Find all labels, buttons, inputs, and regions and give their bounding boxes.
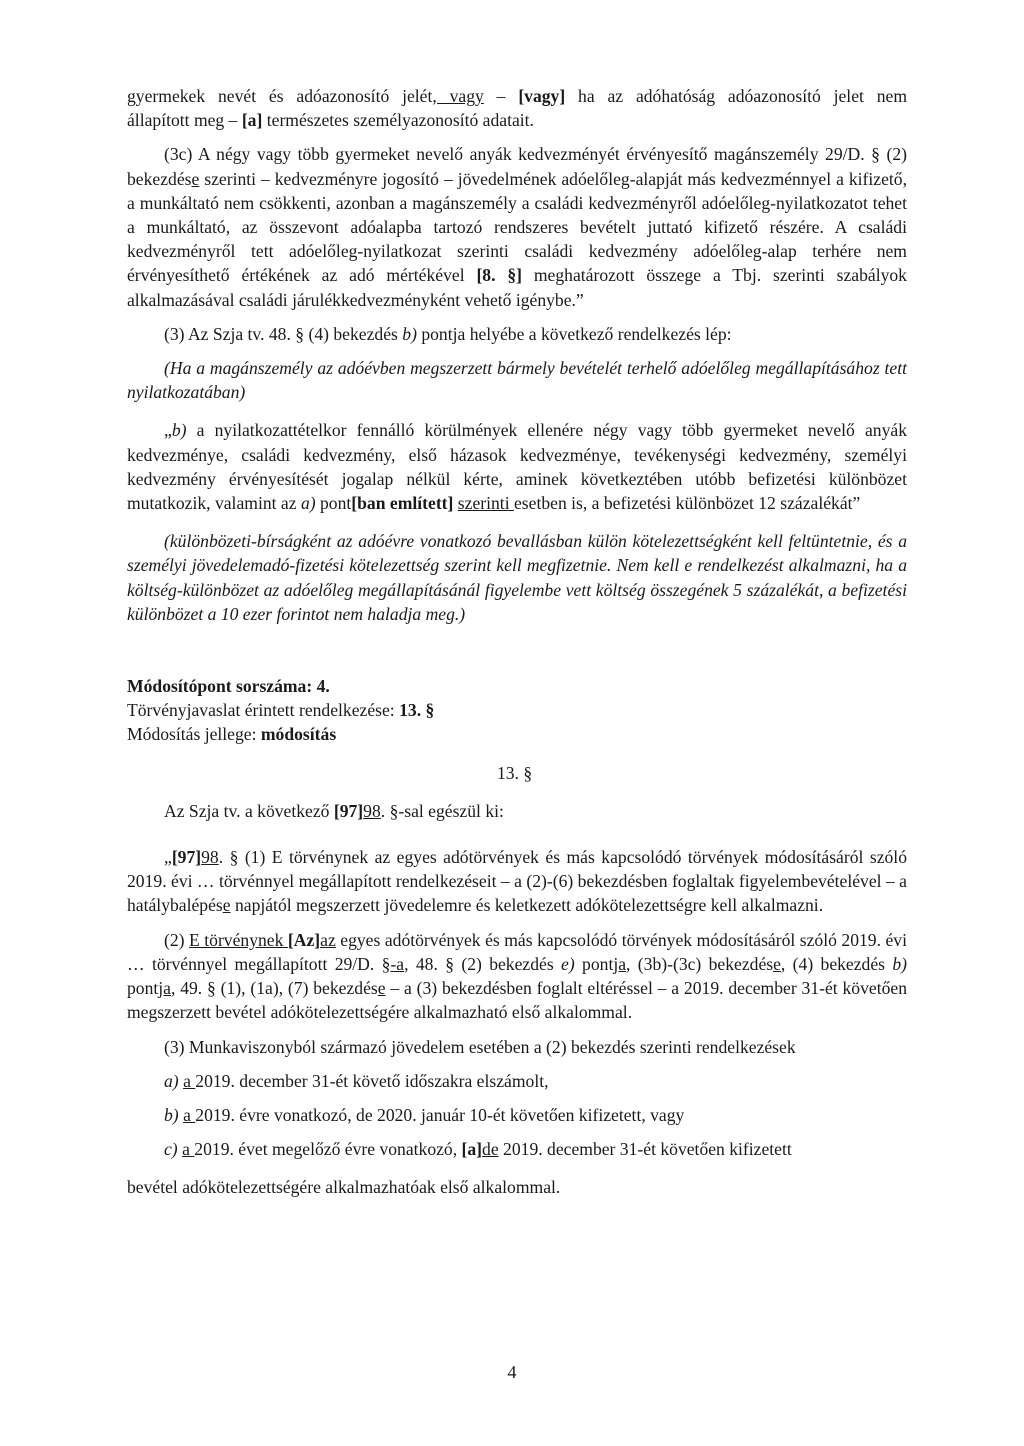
list-item-c [127,1137,907,1161]
paragraph-section-3 [127,322,907,346]
paragraph-closing: bevétel adókötelezettségére alkalmazhatóak első alkalommal. [127,1177,561,1198]
italic-closing-paragraph: (különbözeti-bírságként az adóévre vonatkozó bevallásban külön kötelezettségként kell feltüntetnie, és a személyi jövedelemadó-fizetési kötelezettség szerint kell megfizetnie. Nem kell e rendelkezést alkalmazni, ha a költség-különbözet az adóelőleg megállapításánál figyelembe vett költség összegének 5 százalékát, a befizetési különbözet a 10 ezer forintot nem haladja meg.) [127,531,907,624]
inserted-text: e [191,168,200,189]
italic-text: b) [164,1104,179,1125]
deleted-text: [a] [241,110,263,131]
paragraph-continuation-line-2 [127,108,907,132]
text-run: , 49. § (1), (1a), (7) bekezdés [170,978,378,999]
list-item-a [127,1069,907,1093]
deleted-text: [ban említett] [351,493,454,514]
amendment-heading [127,674,907,747]
inserted-text: 98 [201,847,219,868]
paragraph-section-3-intro: (3) Munkaviszonyból származó jövedelem esetében a (2) bekezdés szerinti rendelkezések [164,1036,796,1057]
text-run: a nyilatkozattételkor fennálló körülmények ellenére négy vagy több gyermeket nevelő anyák kedvezménye, családi kedvezmény, első házasok kedvezménye, tevékenységi kedvezmény, személyi kedvezmény érvényesítését jogalap nélkül kérte, aminek következtében utóbb befizetési különbözet mutatkozik, valamint az [127,420,907,514]
paragraph-continuation-line-1 [127,84,907,108]
inserted-text: de [482,1139,499,1160]
text-run: (3) Az Szja tv. 48. § (4) bekezdés [164,323,403,344]
deleted-text: [97] [171,847,202,868]
inserted-text: e [377,978,386,999]
text-run: 2019. évet megelőző évre vonatkozó, [194,1139,462,1160]
inserted-text: a [183,1070,196,1091]
inserted-text: szerinti [457,493,514,514]
inserted-text: a [182,1139,195,1160]
text-run: Módosítás jellege: [127,724,261,745]
deleted-text: [8. §] [476,265,523,286]
inserted-text: ja [158,978,171,999]
text-run: szerinti – kedvezményre jogosító – jövedelmének adóelőleg-alapját más kedvezménnyel a kifizető, a munkáltató nem csökkenti, azonban a magánszemély a családi kedvezményről adóelőleg-nyilatkozatot tehet a munkáltató, az összevont adóalapba tartozó rendszeres bevételt juttató kifizető részére. A családi kedvezményről tett adóelőleg-nyilatkozat szerinti családi kedvezmény adóelőleg-alap terhére nem érvényesíthető értékének az adó mértékével [127,168,907,286]
text-run: pont [574,953,614,974]
text-run: (2) [164,929,190,950]
section-number: 13. § [497,762,533,783]
text-run: 2019. évre vonatkozó, de 2020. január 10-ét követően kifizetett, vagy [195,1104,685,1125]
text-run: Az Szja tv. a következő [164,800,334,821]
inserted-text: e [222,895,231,916]
text-run: – a (3) bekezdésben foglalt eltéréssel – a 2019. december 31-ét követően megszerzett bevétel adókötelezettségére alkalmazható első alkalommal. [127,978,907,1023]
deleted-text: [Az] [287,929,321,950]
text-run: . § (1) E törvénynek az egyes adótörvények és más kapcsolódó törvények módosításáról szóló 2019. évi … törvénnyel megállapított rendelkezéseit – a (2)-(6) bekezdésben foglaltak figyelembevételével – a hatálybalépés [127,847,907,916]
inserted-text: 98 [363,800,381,821]
paragraph-3c [127,142,907,311]
italic-text: a) [300,493,316,514]
text-run: . §-sal egészül ki: [380,800,504,821]
paragraph-section-2 [127,928,907,1025]
text-run: pont [127,978,159,999]
italic-text: b) [892,953,908,974]
italic-text: c) [164,1139,178,1160]
text-run: , (3b)-(3c) bekezdés [626,953,774,974]
italic-text: b) [402,323,417,344]
deleted-text: [97] [333,800,364,821]
text-run: – [483,86,519,106]
italic-text: a) [164,1070,179,1091]
paragraph-intro [127,799,907,823]
text-run: napjától megszerzett jövedelemre és keletkezett adókötelezettségre kell alkalmazni. [230,895,824,916]
paragraph-point-b [127,418,907,515]
list-item-b [127,1103,907,1127]
text-run: meghatározott összege a Tbj. szerinti szabályok alkalmazásával családi járulékkedvezményként vehető igénybe.” [127,265,907,310]
italic-text: b) [171,420,187,441]
text-run: 2019. december 31-ét követően kifizetett [498,1139,792,1160]
inserted-text: a [183,1104,196,1125]
text-run: gyermekek nevét és adóazonosító jelét [127,86,433,106]
text-run: „ [164,847,172,868]
inserted-text: , vagy [432,86,484,106]
text-run: pont [315,493,352,514]
paragraph-section-1 [127,845,907,918]
text-run: 2019. december 31-ét követő időszakra elszámolt, [195,1070,549,1091]
amendment-number: Módosítópont sorszáma: 4. [127,676,330,697]
text-run: esetben is, a befizetési különbözet 12 százalékát” [513,493,861,514]
inserted-text: E törvénynek [189,929,288,950]
inserted-text: ja [613,953,627,974]
italic-context-paragraph: (Ha a magánszemély az adóévben megszerzett bármely bevételét terhelő adóelőleg megállapításához tett nyilatkozatában) [127,358,907,403]
deleted-text: [vagy] [518,86,566,106]
text-run: állapított meg – [127,110,242,131]
inserted-text: e [773,953,781,974]
text-run: egyes adótörvények és más kapcsolódó törvények módosításáról szóló 2019. évi … törvénnyel megállapított 29/D. § [127,929,907,974]
text-run: , (4) bekezdés [780,953,893,974]
text-run: (3c) A négy vagy több gyermeket nevelő anyák kedvezményét érvényesítő magánszemély 29/D. § (2) bekezdés [127,144,907,189]
inserted-text: az [320,929,336,950]
text-run: , 48. § (2) bekezdés [404,953,562,974]
text-run: pontja helyébe a következő rendelkezés lép: [416,323,732,344]
document-body [127,84,907,1200]
text-run: Törvényjavaslat érintett rendelkezése: [127,700,400,721]
text-run: természetes személyazonosító adatait. [262,110,534,131]
amendment-type: módosítás [260,724,337,745]
text-run: ha az adóhatóság adóazonosító jelet nem [565,86,908,106]
italic-text: e) [561,953,575,974]
affected-provision: 13. § [399,700,435,721]
inserted-text: -a [390,953,405,974]
deleted-text: [a] [461,1139,483,1160]
page-number: 4 [507,1362,517,1382]
text-run: „ [164,420,172,441]
